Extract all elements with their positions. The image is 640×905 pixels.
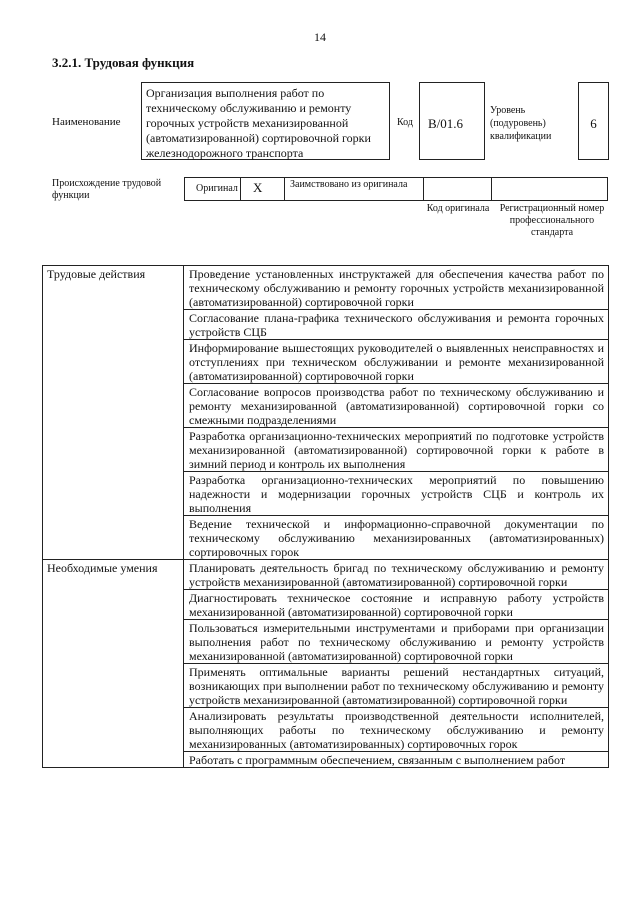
code-label: Код [397,117,413,128]
function-name: Организация выполнения работ по техническому обслуживанию и ремонту горочных устройств механизированной (автоматизированной) сортировочной горки железнодорожного транспорта [141,82,390,160]
item-text: Разработка организационно-технических мероприятий по подготовке устройств механизированной (автоматизированной) сортировочной горки к работе в зимний период и контроль их выполнения [184,428,609,472]
original-mark: X [240,177,284,201]
item-text: Согласование вопросов производства работ по техническому обслуживанию и ремонту механизированной (автоматизированной) сортировочной горки со смежными подразделениями [184,384,609,428]
category-label: Необходимые умения [43,560,184,768]
item-text: Планировать деятельность бригад по техническому обслуживанию и ремонту устройств механизированной (автоматизированной) сортировочной горки [184,560,609,590]
borrowed-label: Заимствовано из оригинала [284,177,423,201]
item-text: Работать с программным обеспечением, связанным с выполнением работ [184,752,609,768]
origin-label: Происхождение трудовой функции [52,178,162,201]
reg-number-cell [491,177,608,201]
page-number: 14 [314,30,326,44]
item-text: Проведение установленных инструктажей для обеспечения качества работ по техническому обслуживанию и ремонту горочных устройств механизированной (автоматизированной) сортировочной горки [184,266,609,310]
item-text: Согласование плана-графика технического обслуживания и ремонта горочных устройств СЦБ [184,310,609,340]
reg-caption: Регистрационный номер профессионального стандарта [499,203,605,238]
item-text: Ведение технической и информационно-справочной документации по техническому обслуживанию механизированных (автоматизированных) сортировочных горок [184,516,609,560]
item-text: Разработка организационно-технических мероприятий по повышению надежности и модернизации горочных устройств СЦБ и контроль их выполнения [184,472,609,516]
main-table [42,265,609,768]
item-text: Диагностировать техническое состояние и исправную работу устройств механизированной (автоматизированной) сортировочной горки [184,590,609,620]
code-value: B/01.6 [419,82,485,160]
category-label: Трудовые действия [43,266,184,560]
code-caption: Код оригинала [426,203,490,214]
name-label: Наименование [52,116,121,128]
table-row [43,266,609,310]
origin-row [184,177,608,201]
item-text: Пользоваться измерительными инструментами и приборами при организации выполнения работ по техническому обслуживанию и ремонту устройств механизированной (автоматизированной) сортировочной горки [184,620,609,664]
original-label: Оригинал [184,177,240,201]
item-text: Применять оптимальные варианты решений нестандартных ситуаций, возникающих при выполнении работ по техническому обслуживанию и ремонту устройств механизированной (автоматизированной) сортировочной горки [184,664,609,708]
original-code-cell [423,177,491,201]
table-row [43,560,609,590]
section-title: 3.2.1. Трудовая функция [52,55,195,70]
level-label: Уровень (подуровень) квалификации [490,105,552,142]
item-text: Информирование вышестоящих руководителей о выявленных неисправностях и отступлениях при техническом обслуживании и ремонте механизированной (автоматизированной) сортировочной горки [184,340,609,384]
level-value: 6 [578,82,609,160]
item-text: Анализировать результаты производственной деятельности исполнителей, выполняющих работы по техническому обслуживанию и ремонту механизированных (автоматизированных) сортировочных горок [184,708,609,752]
